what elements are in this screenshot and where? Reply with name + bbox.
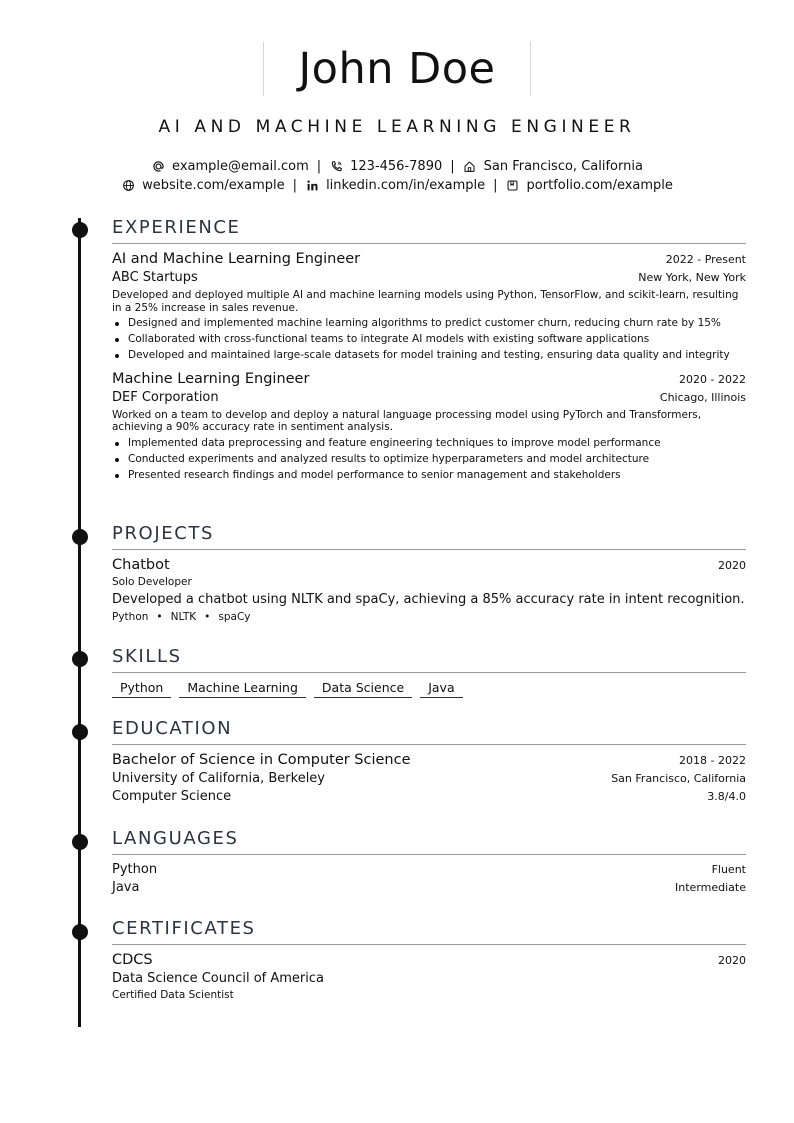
project-description: Developed a chatbot using NLTK and spaCy, achieving a 85% accuracy rate in intent recognition. <box>112 591 745 607</box>
language-level: Intermediate <box>675 881 746 894</box>
list-item: Developed and maintained large-scale datasets for model training and testing, ensuring data quality and integrity <box>112 349 746 362</box>
skills-section <box>112 644 746 698</box>
project-date: 2020 <box>718 559 746 572</box>
timeline-dot-languages <box>72 834 88 850</box>
languages-section <box>112 826 746 895</box>
job-company: ABC Startups <box>112 270 198 285</box>
contact-row-1 <box>0 159 794 174</box>
list-item: Collaborated with cross-functional teams to integrate AI models with existing software applications <box>112 333 746 346</box>
language-name: Java <box>112 880 140 895</box>
experience-entry <box>112 251 746 362</box>
contact-phone[interactable] <box>329 159 442 174</box>
education-area: Computer Science <box>112 789 232 804</box>
contact-separator: | <box>316 159 322 174</box>
list-item: Conducted experiments and analyzed results to optimize hyperparameters and model architecture <box>112 453 746 466</box>
job-highlights <box>112 317 746 362</box>
timeline-line <box>78 218 81 1027</box>
project-name: Chatbot <box>112 557 170 573</box>
skill-tag: Data Science <box>314 679 412 698</box>
contact-email[interactable] <box>151 159 309 174</box>
section-title-skills: SKILLS <box>112 644 746 673</box>
contact-portfolio[interactable] <box>506 178 673 193</box>
project-entry <box>112 557 746 623</box>
headline: AI AND MACHINE LEARNING ENGINEER <box>158 117 636 137</box>
contact-location <box>463 159 643 174</box>
timeline-dot-education <box>72 724 88 740</box>
contact-separator: | <box>450 159 455 174</box>
certificate-name: CDCS <box>112 952 153 968</box>
list-item: Designed and implemented machine learning algorithms to predict customer churn, reducing churn rate by 15% <box>112 317 746 330</box>
job-highlights <box>112 437 746 482</box>
education-location: San Francisco, California <box>611 772 746 785</box>
experience-entry <box>112 371 746 482</box>
skill-tag: Java <box>420 679 462 698</box>
contact-portfolio-text: portfolio.com/example <box>526 178 673 193</box>
project-role: Solo Developer <box>112 576 192 588</box>
keyword-separator: • <box>156 610 163 623</box>
skill-tags <box>112 679 746 698</box>
certificates-section <box>112 916 746 1002</box>
contact-website[interactable] <box>121 178 285 193</box>
job-role: AI and Machine Learning Engineer <box>112 251 361 267</box>
skill-tag: Machine Learning <box>179 679 306 698</box>
job-role: Machine Learning Engineer <box>112 370 310 387</box>
education-score: 3.8/4.0 <box>707 790 746 803</box>
keyword: spaCy <box>218 610 251 623</box>
language-name: Python <box>112 862 158 877</box>
skill-tag: Python <box>112 679 171 698</box>
section-title-education: EDUCATION <box>112 716 746 745</box>
section-title-projects: PROJECTS <box>112 521 746 550</box>
language-row <box>112 862 746 877</box>
phone-icon <box>329 160 343 174</box>
projects-section <box>112 521 746 623</box>
language-row <box>112 880 746 895</box>
experience-section <box>112 215 746 485</box>
certificate-date: 2020 <box>718 954 746 967</box>
list-item: Presented research findings and model performance to senior management and stakeholders <box>112 469 746 482</box>
certificate-summary: Certified Data Scientist <box>112 989 234 1001</box>
timeline-dot-experience <box>72 222 88 238</box>
education-institution: University of California, Berkeley <box>112 771 325 786</box>
education-dates: 2018 - 2022 <box>679 754 746 767</box>
section-title-certificates: CERTIFICATES <box>112 916 746 945</box>
section-title-experience: EXPERIENCE <box>112 215 746 244</box>
timeline-dot-certificates <box>72 924 88 940</box>
certificate-entry <box>112 952 746 1002</box>
education-entry <box>112 752 746 804</box>
education-degree: Bachelor of Science in Computer Science <box>112 752 411 768</box>
contact-separator: | <box>493 178 498 193</box>
globe-icon <box>121 179 135 193</box>
contact-linkedin-text: linkedin.com/in/example <box>326 178 486 193</box>
contact-phone-text: 123-456-7890 <box>350 159 443 174</box>
home-icon <box>463 160 477 174</box>
certificate-issuer: Data Science Council of America <box>112 971 324 986</box>
contact-website-text: website.com/example <box>142 178 285 193</box>
job-summary: Worked on a team to develop and deploy a natural language processing model using PyTorch and Transformers, achieving a 90% accuracy rate in sentiment analysis. <box>112 408 702 433</box>
job-dates: 2020 - 2022 <box>679 372 746 386</box>
candidate-name: John Doe <box>263 42 530 96</box>
keyword-separator: • <box>204 610 211 623</box>
section-title-languages: LANGUAGES <box>112 826 746 855</box>
keyword: Python <box>112 610 149 623</box>
contact-email-text: example@email.com <box>172 159 309 174</box>
contact-linkedin[interactable] <box>305 178 485 193</box>
job-location: New York, New York <box>638 271 746 284</box>
keyword: NLTK <box>170 610 197 623</box>
name-wrap <box>0 42 794 96</box>
project-keywords <box>112 611 746 623</box>
contact-row-2 <box>0 178 794 193</box>
at-icon <box>151 160 165 174</box>
timeline-dot-projects <box>72 529 88 545</box>
contact-separator: | <box>292 178 298 193</box>
timeline-dot-skills <box>72 651 88 667</box>
linkedin-icon <box>305 179 319 193</box>
job-summary: Developed and deployed multiple AI and machine learning models using Python, TensorFlow, and scikit-learn, resulting in a 25% increase in sales revenue. <box>112 289 739 314</box>
portfolio-icon <box>506 179 520 193</box>
education-section <box>112 716 746 804</box>
job-dates: 2022 - Present <box>665 253 746 266</box>
job-location: Chicago, Illinois <box>659 390 746 404</box>
job-company: DEF Corporation <box>112 389 219 405</box>
language-level: Fluent <box>711 863 746 876</box>
contact-location-text: San Francisco, California <box>483 159 643 174</box>
list-item: Implemented data preprocessing and feature engineering techniques to improve model performance <box>112 437 746 450</box>
